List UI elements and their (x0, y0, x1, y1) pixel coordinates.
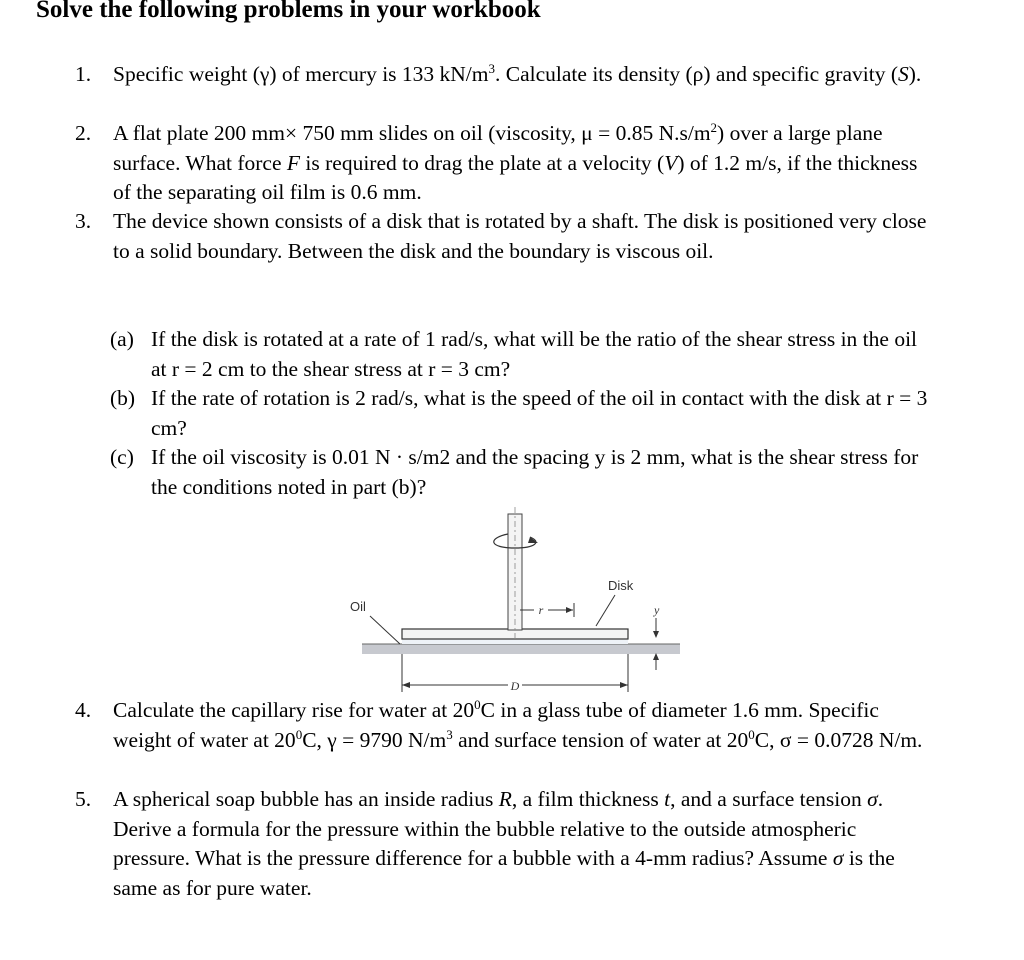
problem-text: A spherical soap bubble has an inside radius R, a film thickness t, and a surface tension σ. Derive a formula for the pressure within the bubble relative to the outside atmospheric pressure. What is the pressure difference for a bubble with a 4-mm radius? Assume σ is the same as for pure water. (113, 787, 895, 900)
problem-3 (75, 207, 935, 266)
disk-label: Disk (608, 578, 634, 593)
problem-1 (75, 60, 935, 90)
problem-text: Specific weight (γ) of mercury is 133 $kN/m^3$. Calculate its density (ρ) and specific gravity (S). (113, 60, 922, 86)
problem-2 (75, 119, 935, 208)
radius-arrow-head (566, 607, 573, 613)
y-arrow-top-head (653, 631, 659, 638)
r-label: r (538, 603, 544, 617)
problem-number: 4. (75, 698, 92, 722)
subpart-b (110, 384, 930, 443)
problem-text: Calculate the capillary rise for water at $20^0C$ in a glass tube of diameter 1.6 mm. Specific weight of water at $20^0C$, γ = 9790 $N/m^3$ and surface tension of water at $20^0C$, σ = 0.0728 N/m. (113, 696, 923, 752)
subpart-label: (c) (110, 445, 134, 469)
solid-boundary (362, 644, 680, 654)
subpart-text: If the rate of rotation is 2 rad/s, what is the speed of the oil in contact with the disk at r = 3 cm? (151, 386, 928, 440)
page-title: Solve the following problems in your workbook (36, 0, 541, 23)
problem-number: 5. (75, 787, 92, 811)
problem-text: The device shown consists of a disk that is rotated by a shaft. The disk is positioned very close to a solid boundary. Between the disk and the boundary is viscous oil. (113, 209, 927, 263)
problem-number: 3. (75, 209, 92, 233)
diameter-arrow-right (620, 682, 628, 688)
problem-4 (75, 696, 935, 755)
subpart-text: If the disk is rotated at a rate of 1 rad/s, what will be the ratio of the shear stress in the oil at r = 2 cm to the shear stress at r = 3 cm? (151, 327, 918, 381)
oil-label: Oil (350, 599, 366, 614)
diameter-arrow-left (402, 682, 410, 688)
subpart-a (110, 325, 930, 384)
problem-number: 2. (75, 121, 92, 145)
subpart-text: If the oil viscosity is 0.01 N · s/m2 and the spacing y is 2 mm, what is the shear stress for the conditions noted in part (b)? (151, 445, 919, 499)
subpart-c (110, 443, 930, 502)
problem-5 (75, 785, 935, 903)
subpart-label: (b) (110, 386, 136, 410)
oil-leader (370, 616, 400, 644)
disk-leader (596, 595, 615, 626)
subpart-label: (a) (110, 327, 134, 351)
disk-diagram (330, 502, 690, 697)
disk-shaft-figure (330, 502, 690, 697)
d-label: D (510, 679, 520, 693)
y-label: y (654, 603, 660, 617)
problem-number: 1. (75, 62, 92, 86)
y-arrow-bottom-head (653, 653, 659, 660)
problem-text: A flat plate 200 mm× 750 mm slides on oil (viscosity, μ = 0.85 $N.s/m^2$) over a large plane surface. What force F is required to drag the plate at a velocity (V) of 1.2 m/s, if the thickness of the separating oil film is 0.6 mm. (113, 119, 918, 204)
